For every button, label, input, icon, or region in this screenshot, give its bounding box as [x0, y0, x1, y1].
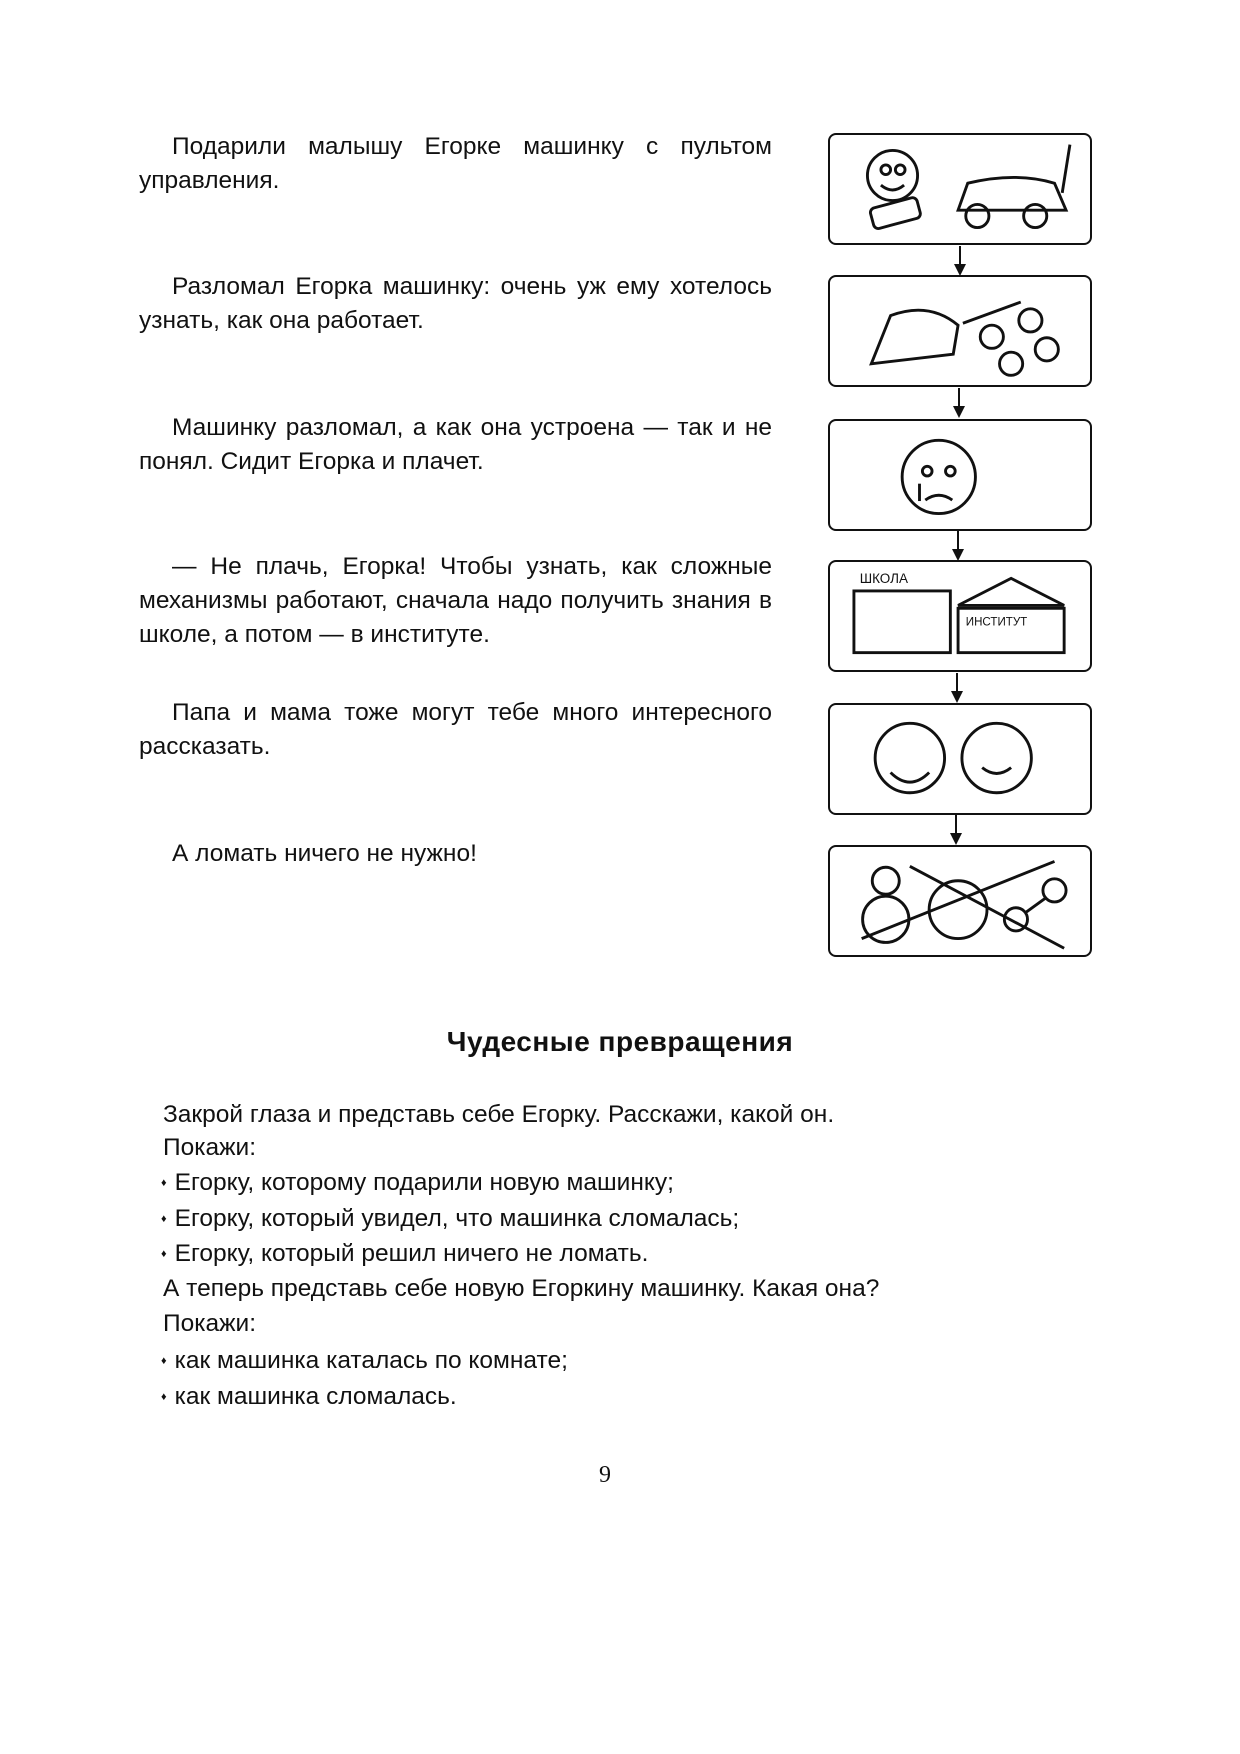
section-heading: Чудесные превращения [446, 1026, 794, 1057]
exercise-bullet: ♦ Егорку, которому подарили новую машинку; [161, 1166, 674, 1204]
story-paragraph-6 [139, 837, 772, 871]
toy-icon [872, 867, 899, 894]
exercise-bullet: ♦ Егорку, который решил ничего не ломать. [161, 1237, 648, 1275]
exercise-show-label-2: Покажи: [163, 1310, 256, 1337]
institute-label: ИНСТИТУТ [965, 616, 1028, 629]
paragraph-text: Подарили малышу Егорке машинку с пультом управления. [139, 133, 772, 194]
paragraph-text: А ломать ничего не нужно! [172, 840, 477, 867]
paragraph-text: Машинку разломал, а как она устроена — так и не понял. Сидит Егорка и плачет. [139, 414, 772, 475]
exercise-bullet: ♦ как машинка сломалась. [161, 1380, 457, 1418]
picture-do-not-break [828, 845, 1092, 957]
institute-building-icon [958, 578, 1064, 605]
picture-school-institute [828, 560, 1092, 672]
exercise-intro: Закрой глаза и представь себе Егорку. Расскажи, какой он. [163, 1101, 835, 1128]
exercise-bullet: ♦ Егорку, который увидел, что машинка сломалась; [161, 1202, 739, 1240]
picture-dad-and-mom [828, 703, 1092, 815]
paragraph-text: — Не плачь, Егорка! Чтобы узнать, как сложные механизмы работают, сначала надо получить знания в школе, а потом — в институте. [139, 553, 772, 648]
school-label: ШКОЛА [859, 571, 909, 587]
arrow-down-icon [950, 673, 964, 703]
exercise-show-label: Покажи: [163, 1134, 256, 1161]
page-number: 9 [599, 1462, 611, 1488]
arrow-down-icon [952, 388, 966, 418]
exercise-bullet: ♦ как машинка каталась по комнате; [161, 1344, 568, 1382]
wheel-icon [980, 325, 1003, 348]
school-building-icon [854, 591, 950, 653]
exercise-intro-2: А теперь представь себе новую Егоркину машинку. Какая она? [163, 1275, 880, 1302]
picture-boy-with-car [828, 133, 1092, 245]
paragraph-text: Папа и мама тоже могут тебе много интересного рассказать. [139, 699, 772, 760]
paragraph-text: Разломал Егорка машинку: очень уж ему хотелось узнать, как она работает. [139, 273, 772, 334]
picture-broken-car [828, 275, 1092, 387]
car-body-icon [871, 310, 958, 364]
arrow-down-icon [949, 815, 963, 845]
arrow-down-icon [953, 246, 967, 276]
crying-face-icon [902, 440, 975, 513]
story-paragraph-2 [139, 270, 772, 338]
story-paragraph-5 [139, 696, 772, 764]
arrow-down-icon [951, 531, 965, 561]
boy-face-icon [867, 150, 917, 200]
mom-face-icon [962, 723, 1031, 792]
story-paragraph-1 [139, 130, 772, 198]
story-paragraph-3 [139, 411, 772, 479]
picture-crying-boy [828, 419, 1092, 531]
story-paragraph-4 [139, 550, 772, 652]
